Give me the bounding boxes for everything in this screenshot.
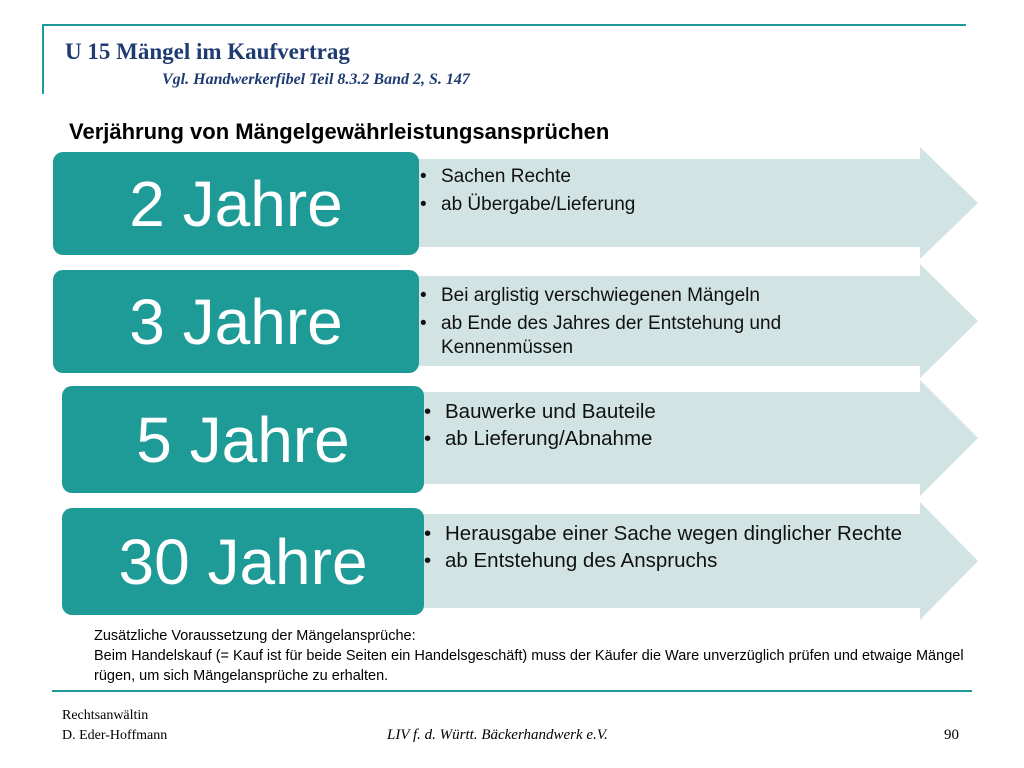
period-box: 2 Jahre [53,152,419,255]
footer-organization: LIV f. d. Württ. Bäckerhandwerk e.V. [387,727,608,743]
left-divider [42,24,44,94]
footer-author [62,706,167,746]
period-box: 5 Jahre [62,386,424,493]
period-bullets [424,522,914,576]
bullet-item: • ab Übergabe/Lieferung [420,193,900,217]
slide-subtitle: Vgl. Handwerkerfibel Teil 8.3.2 Band 2, S. 147 [162,71,470,88]
bullet-item: • ab Ende des Jahres der Entstehung und Kennenmüssen [420,312,900,360]
period-box: 3 Jahre [53,270,419,373]
period-bullets [420,165,900,221]
bullet-item: • ab Lieferung/Abnahme [424,427,904,450]
bullet-item: • Bei arglistig verschwiegenen Mängeln [420,284,900,308]
note-text: Beim Handelskauf (= Kauf ist für beide Seiten ein Handelsgeschäft) muss der Käufer die Ware unverzüglich prüfen und etwaige Mängel rügen, um sich Mängelansprüche zu erhalten. [94,648,964,684]
section-heading: Verjährung von Mängelgewährleistungsansprüchen [69,119,610,144]
bullet-item: • ab Entstehung des Anspruchs [424,549,914,572]
bullet-item: • Sachen Rechte [420,165,900,189]
author-name: D. Eder-Hoffmann [62,728,168,743]
bullet-item: • Bauwerke und Bauteile [424,400,904,423]
period-box: 30 Jahre [62,508,424,615]
author-title: Rechtsanwältin [62,708,149,723]
note-block [94,626,974,686]
period-bullets [420,284,900,364]
period-bullets [424,400,904,454]
page-number: 90 [944,727,959,743]
top-divider [42,24,966,26]
bullet-item: • Herausgabe einer Sache wegen dinglicher Rechte [424,522,914,545]
bottom-divider [52,690,972,692]
slide-title: U 15 Mängel im Kaufvertrag [65,39,350,64]
note-heading: Zusätzliche Voraussetzung der Mängelansprüche: [94,628,416,644]
